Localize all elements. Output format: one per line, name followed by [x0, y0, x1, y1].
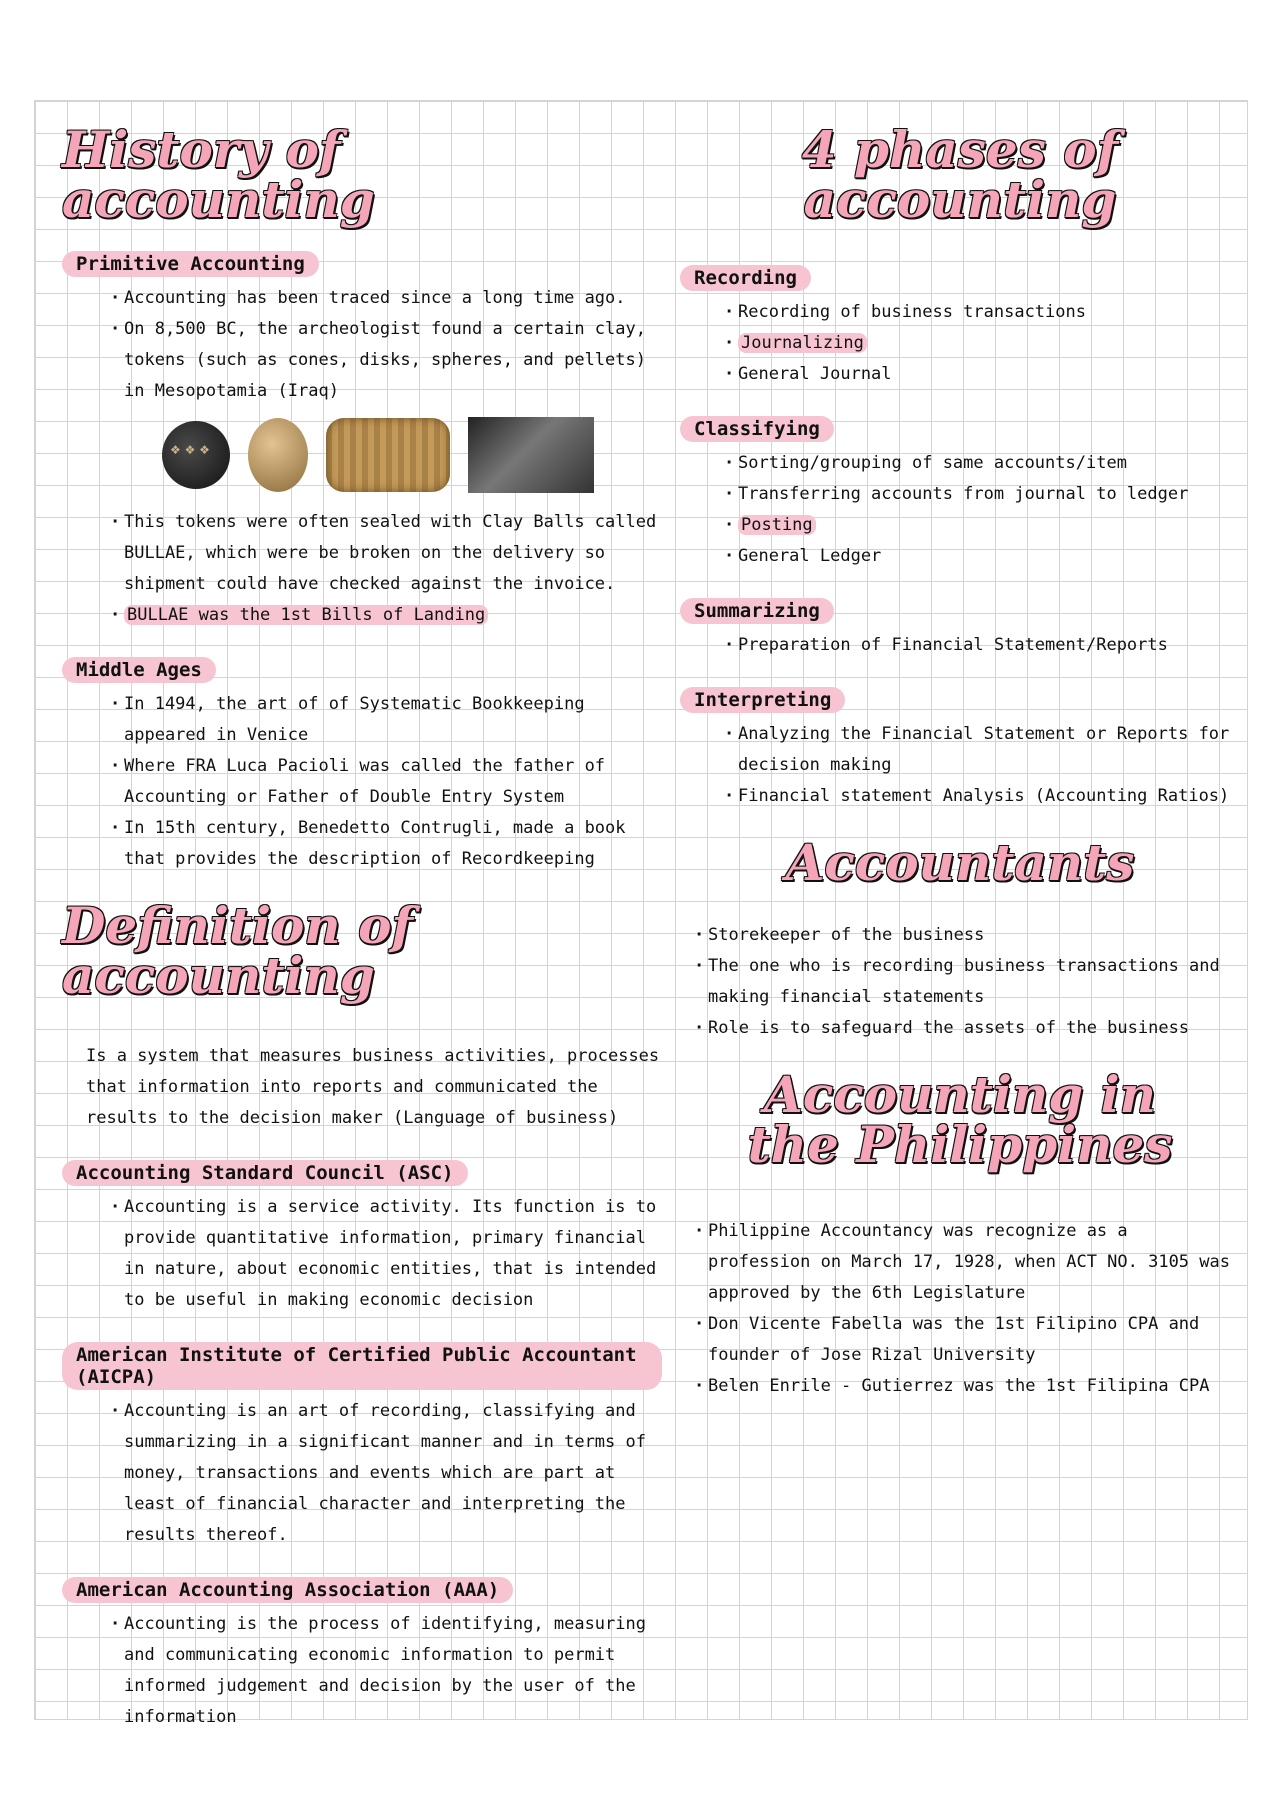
recording-label: Recording — [680, 265, 811, 291]
list-item: · Don Vicente Fabella was the 1st Filipino CPA and founder of Jose Rizal University — [694, 1309, 1240, 1371]
list-item — [724, 510, 1240, 541]
definition-title: Definition of accounting — [62, 896, 413, 1005]
clay-ball-bullae-image — [248, 418, 308, 492]
list-item: · Belen Enrile - Gutierrez was the 1st Filipina CPA — [694, 1371, 1240, 1402]
aicpa-label: American Institute of Certified Public Accountant (AICPA) — [62, 1342, 662, 1390]
list-item: · Philippine Accountancy was recognize as a profession on March 17, 1928, when ACT NO. 3105 was approved by the 6th Legislature — [694, 1216, 1240, 1309]
definition-text: Is a system that measures business activities, processes that information into reports and communicated the results to the decision maker (Language of business) — [86, 1046, 660, 1128]
recording-bullets — [724, 297, 1240, 390]
list-item: · Accounting has been traced since a long time ago. — [110, 283, 662, 314]
list-item — [724, 328, 1240, 359]
interpreting-label: Interpreting — [680, 687, 845, 713]
accountants-title: Accountants — [785, 833, 1135, 892]
accountants-bullets — [694, 920, 1240, 1044]
list-item: · Analyzing the Financial Statement or Reports for decision making — [724, 719, 1240, 781]
asc-bullets — [110, 1192, 662, 1316]
clay-token-images — [162, 417, 662, 493]
primitive-bullets — [110, 283, 662, 407]
aaa-bullets — [110, 1609, 662, 1733]
list-item — [110, 600, 662, 631]
list-item: · General Ledger — [724, 541, 1240, 572]
right-column — [680, 120, 1240, 1402]
list-item: · Transferring accounts from journal to ledger — [724, 479, 1240, 510]
asc-label: Accounting Standard Council (ASC) — [62, 1160, 468, 1186]
classifying-bullets — [724, 448, 1240, 572]
interpreting-bullets — [724, 719, 1240, 812]
list-item: · On 8,500 BC, the archeologist found a certain clay, tokens (such as cones, disks, spheres, and pellets) in Mesopotamia (Iraq) — [110, 314, 662, 407]
list-item: · Role is to safeguard the assets of the business — [694, 1013, 1240, 1044]
clay-token-black-image — [162, 421, 230, 489]
phases-title: 4 phases of accounting — [801, 120, 1119, 229]
left-column — [62, 120, 662, 1733]
summarizing-label: Summarizing — [680, 598, 834, 624]
philippines-bullets — [694, 1216, 1240, 1402]
philippines-title: Accounting in the Philippines — [747, 1065, 1173, 1174]
list-item: · Storekeeper of the business — [694, 920, 1240, 951]
list-item: · Accounting is a service activity. Its function is to provide quantitative information, primary financial in nature, about economic entities, that is intended to be useful in making economic decision — [110, 1192, 662, 1316]
clay-tablet-image — [326, 418, 450, 492]
list-item: · The one who is recording business transactions and making financial statements — [694, 951, 1240, 1013]
list-item: · Sorting/grouping of same accounts/item — [724, 448, 1240, 479]
list-item: · Preparation of Financial Statement/Reports — [724, 630, 1240, 661]
middle-ages-label: Middle Ages — [62, 657, 216, 683]
primitive-accounting-label: Primitive Accounting — [62, 251, 319, 277]
list-item: · This tokens were often sealed with Clay Balls called BULLAE, which were be broken on the delivery so shipment could have checked against the invoice. — [110, 507, 662, 600]
list-item: · Financial statement Analysis (Accounting Ratios) — [724, 781, 1240, 812]
cuneiform-tablet-image — [468, 417, 594, 493]
list-item: · In 1494, the art of of Systematic Bookkeeping appeared in Venice — [110, 689, 662, 751]
list-item: · In 15th century, Benedetto Contrugli, made a book that provides the description of Recordkeeping — [110, 813, 662, 875]
history-title: History of accounting — [62, 120, 375, 229]
list-item: · General Journal — [724, 359, 1240, 390]
posting-highlight: Posting — [738, 515, 816, 535]
list-item: · Where FRA Luca Pacioli was called the father of Accounting or Father of Double Entry System — [110, 751, 662, 813]
aicpa-bullets — [110, 1396, 662, 1551]
journalizing-highlight: Journalizing — [738, 333, 867, 353]
list-item: · Recording of business transactions — [724, 297, 1240, 328]
middle-ages-bullets — [110, 689, 662, 875]
classifying-label: Classifying — [680, 416, 834, 442]
aaa-label: American Accounting Association (AAA) — [62, 1577, 513, 1603]
bullae-bullets — [110, 507, 662, 631]
bullae-highlight: BULLAE was the 1st Bills of Landing — [124, 605, 488, 625]
list-item: · Accounting is an art of recording, classifying and summarizing in a significant manner and in terms of money, transactions and events which are part at least of financial character and interpreting the results thereof. — [110, 1396, 662, 1551]
list-item: · Accounting is the process of identifying, measuring and communicating economic information to permit informed judgement and decision by the user of the information — [110, 1609, 662, 1733]
summarizing-bullets — [724, 630, 1240, 661]
